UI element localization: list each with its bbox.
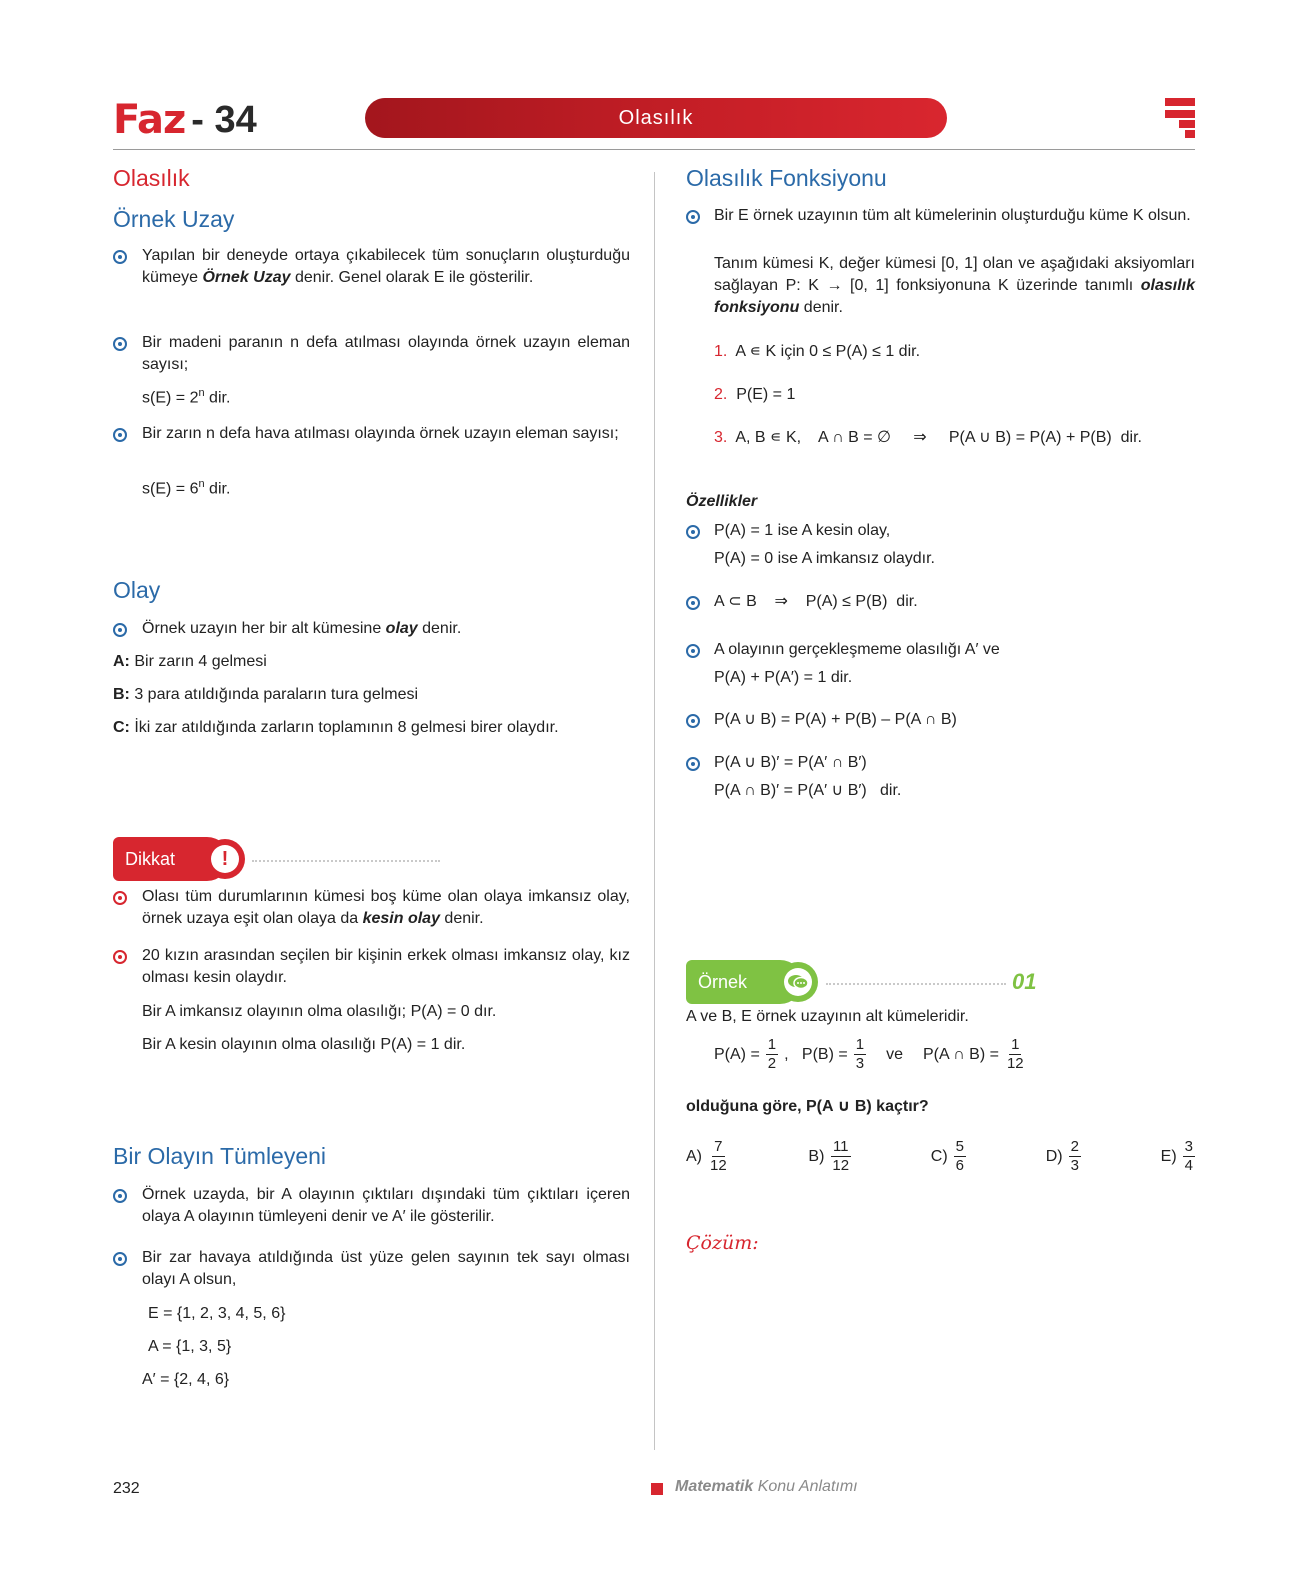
bullet-icon (113, 428, 127, 442)
axiom-number: 3. (714, 429, 728, 446)
dikkat-line-2: Bir A kesin olayının olma olasılığı P(A) = 1 dir. (142, 1036, 466, 1053)
bullet-icon (113, 950, 127, 964)
denominator: 12 (832, 1157, 850, 1174)
chapter-title: Olasılık (618, 107, 694, 129)
option-fraction (708, 1138, 729, 1175)
numerator: 1 (855, 1036, 865, 1053)
numerator: 1 (1011, 1036, 1020, 1053)
logo-number: - 34 (191, 99, 257, 141)
bullet-icon (686, 644, 700, 658)
bullet-icon (113, 623, 127, 637)
text: 3 para atıldığında paraların tura gelmesi (129, 686, 419, 703)
fraction-pab (1005, 1036, 1026, 1073)
text: denir. Genel olarak E ile gösterilir. (290, 269, 534, 286)
coin-sample-space: Bir madeni paranın n defa atılması olayında örnek uzayın eleman sayısı; (142, 334, 630, 373)
ornek-uzay-definition (142, 245, 630, 289)
warning-icon (205, 839, 245, 879)
book-title (675, 1478, 858, 1496)
example-given-probabilities (714, 1036, 1026, 1073)
text: s(E) = 6 (142, 480, 199, 498)
bullet-icon (686, 757, 700, 771)
pa-label: P(A) = (714, 1045, 760, 1063)
emphasis: olay (385, 620, 418, 637)
dikkat-note-1 (142, 886, 630, 930)
heading-ozellikler: Özellikler (686, 493, 758, 510)
footer-square-icon (651, 1483, 663, 1495)
text: s(E) = 2 (142, 389, 199, 407)
option-fraction (1069, 1138, 1081, 1175)
section-title-olasilik: Olasılık (113, 165, 190, 191)
text: Olası tüm durumlarının kümesi boş küme olan olaya imkansız olay, örnek uzaya eşit olan olaya da (142, 888, 630, 927)
emphasis: olasılık fonksiyonu (714, 277, 1195, 316)
emphasis: kesin olay (362, 910, 440, 927)
numerator: 1 (767, 1036, 777, 1053)
fraction-pb (854, 1036, 866, 1073)
faz-logo (113, 97, 257, 143)
bullet-icon (113, 1189, 127, 1203)
property-2: A ⊂ B ⇒ P(A) ≤ P(B) dir. (714, 593, 918, 610)
option-a[interactable] (686, 1138, 729, 1175)
axiom-1 (714, 341, 920, 363)
bullet-icon (113, 891, 127, 905)
solution-label: Çözüm: (686, 1232, 759, 1254)
option-c[interactable] (931, 1138, 966, 1175)
dotted-divider (252, 860, 440, 862)
set-a: A = {1, 3, 5} (148, 1338, 232, 1355)
fraction-pa (766, 1036, 778, 1073)
warning-glyph: ! (211, 845, 239, 873)
superscript: n (198, 478, 205, 490)
option-fraction (830, 1138, 851, 1175)
tumleyen-example: Bir zar havaya atıldığında üst yüze gelen sayının tek sayı olması olayı A olsun, (142, 1249, 630, 1288)
axiom-2 (714, 384, 795, 406)
dikkat-badge (113, 837, 247, 881)
speech-bubble-icon (778, 962, 818, 1002)
column-divider (654, 172, 655, 1450)
denominator: 3 (1070, 1157, 1079, 1174)
dotted-divider (826, 983, 1006, 985)
heading-ornek-uzay: Örnek Uzay (113, 206, 235, 232)
ve-text: ve (886, 1045, 903, 1063)
fonksiyon-intro: Bir E örnek uzayının tüm alt kümelerinin oluşturduğu küme K olsun. (714, 207, 1191, 224)
numerator: 7 (714, 1138, 723, 1155)
text: dir. (204, 480, 231, 498)
bullet-icon (686, 714, 700, 728)
option-letter: A) (686, 1147, 702, 1165)
text: İki zar atıldığında zarların toplamının 8 gelmesi birer olaydır. (129, 719, 559, 736)
header-divider (113, 149, 1195, 150)
chat-icon (784, 968, 812, 996)
denominator: 12 (710, 1157, 727, 1174)
option-b[interactable] (808, 1138, 851, 1175)
numerator: 2 (1070, 1138, 1079, 1155)
denominator: 3 (855, 1055, 865, 1072)
numerator: 11 (832, 1138, 849, 1155)
heading-olay: Olay (113, 577, 161, 603)
text: dir. (204, 389, 231, 407)
faz-corner-icon (1165, 98, 1195, 140)
page-number: 232 (113, 1480, 140, 1497)
ornek-label: Örnek (686, 960, 802, 1004)
text: A, B ∊ K, A ∩ B = ∅ ⇒ P(A ∪ B) = P(A) + P(B) dir. (735, 429, 1142, 446)
set-a-complement: A′ = {2, 4, 6} (142, 1371, 230, 1388)
heading-olasilik-fonksiyonu: Olasılık Fonksiyonu (686, 165, 887, 191)
option-letter: D) (1045, 1147, 1063, 1165)
bullet-icon (113, 250, 127, 264)
denominator: 2 (767, 1055, 777, 1072)
option-d[interactable] (1046, 1138, 1081, 1175)
dikkat-note-2: 20 kızın arasından seçilen bir kişinin erkek olması imkansız olay, kız olması kesin olaydır. (142, 947, 630, 986)
denominator: 6 (955, 1157, 965, 1174)
label: C: (113, 719, 130, 736)
emphasis: Örnek Uzay (202, 269, 291, 286)
text: Tanım kümesi K, değer kümesi [0, 1] olan ve aşağıdaki aksiyomları sağlayan P: K → [0, 1] fonksiyonuna K üzerinde tanımlı (714, 255, 1195, 294)
logo-text: Faz (113, 97, 186, 143)
bullet-icon (686, 525, 700, 539)
label: A: (113, 653, 130, 670)
text: A ∊ K için 0 ≤ P(A) ≤ 1 dir. (735, 343, 921, 360)
bullet-icon (113, 337, 127, 351)
book-title-rest: Konu Anlatımı (753, 1478, 858, 1495)
fonksiyon-definition (714, 253, 1195, 319)
text: denir. (799, 299, 843, 316)
heading-tumleyen: Bir Olayın Tümleyeni (113, 1143, 327, 1169)
property-5a: P(A ∪ B)′ = P(A′ ∩ B′) (714, 754, 867, 771)
text: Örnek uzayın her bir alt kümesine (142, 620, 386, 637)
property-4: P(A ∪ B) = P(A) + P(B) – P(A ∩ B) (714, 711, 957, 728)
denominator: 12 (1006, 1055, 1024, 1072)
dice-formula (142, 473, 230, 500)
label: B: (113, 686, 130, 703)
example-question: olduğuna göre, P(A ∪ B) kaçtır? (686, 1098, 929, 1115)
chapter-title-bar (365, 98, 947, 138)
property-5b: P(A ∩ B)′ = P(A′ ∪ B′) dir. (714, 782, 902, 799)
answer-options (686, 1138, 1195, 1175)
book-title-bold: Matematik (675, 1478, 754, 1495)
option-fraction (954, 1138, 966, 1175)
pb-label: , P(B) = (784, 1045, 848, 1063)
tumleyen-definition: Örnek uzayda, bir A olayının çıktıları dışındaki tüm çıktıları içeren olaya A olayının tümleyeni denir ve A′ ile gösterilir. (142, 1186, 630, 1225)
olay-example-b (113, 684, 418, 706)
example-statement: A ve B, E örnek uzayının alt kümeleridir. (686, 1008, 969, 1025)
option-letter: E) (1160, 1147, 1177, 1165)
coin-formula (142, 382, 230, 409)
numerator: 3 (1184, 1138, 1193, 1155)
superscript: n (198, 387, 205, 399)
axiom-3 (714, 427, 1142, 449)
olay-example-a (113, 651, 267, 673)
text: Bir zarın 4 gelmesi (129, 653, 267, 670)
axiom-number: 1. (714, 343, 728, 360)
pab-label: P(A ∩ B) = (922, 1045, 999, 1063)
olay-example-c (113, 717, 559, 739)
option-letter: C) (930, 1147, 948, 1165)
option-e[interactable] (1161, 1138, 1195, 1175)
axiom-number: 2. (714, 386, 728, 403)
option-fraction (1183, 1138, 1195, 1175)
dice-sample-space: Bir zarın n defa hava atılması olayında örnek uzayın eleman sayısı; (142, 425, 619, 442)
numerator: 5 (955, 1138, 965, 1155)
speech-bubble-inner (784, 968, 812, 996)
text: P(E) = 1 (736, 386, 796, 403)
bullet-icon (686, 210, 700, 224)
property-1b: P(A) = 0 ise A imkansız olaydır. (714, 550, 935, 567)
property-1a: P(A) = 1 ise A kesin olay, (714, 522, 891, 539)
property-3a: A olayının gerçekleşmeme olasılığı A′ ve (714, 641, 1000, 658)
ornek-badge (686, 960, 820, 1004)
property-3b: P(A) + P(A′) = 1 dir. (714, 669, 853, 686)
example-number: 01 (1012, 969, 1037, 994)
set-e: E = {1, 2, 3, 4, 5, 6} (148, 1305, 286, 1322)
text: Yapılan bir deneyde ortaya çıkabilecek tüm sonuçların oluşturduğu kümeye (142, 247, 630, 286)
option-letter: B) (808, 1147, 825, 1165)
dikkat-line-1: Bir A imkansız olayının olma olasılığı; P(A) = 0 dır. (142, 1003, 497, 1020)
bullet-icon (113, 1252, 127, 1266)
text: denir. (439, 910, 484, 927)
olay-definition (142, 618, 461, 640)
denominator: 4 (1184, 1157, 1193, 1174)
dikkat-label: Dikkat (113, 837, 229, 881)
text: denir. (417, 620, 462, 637)
bullet-icon (686, 596, 700, 610)
